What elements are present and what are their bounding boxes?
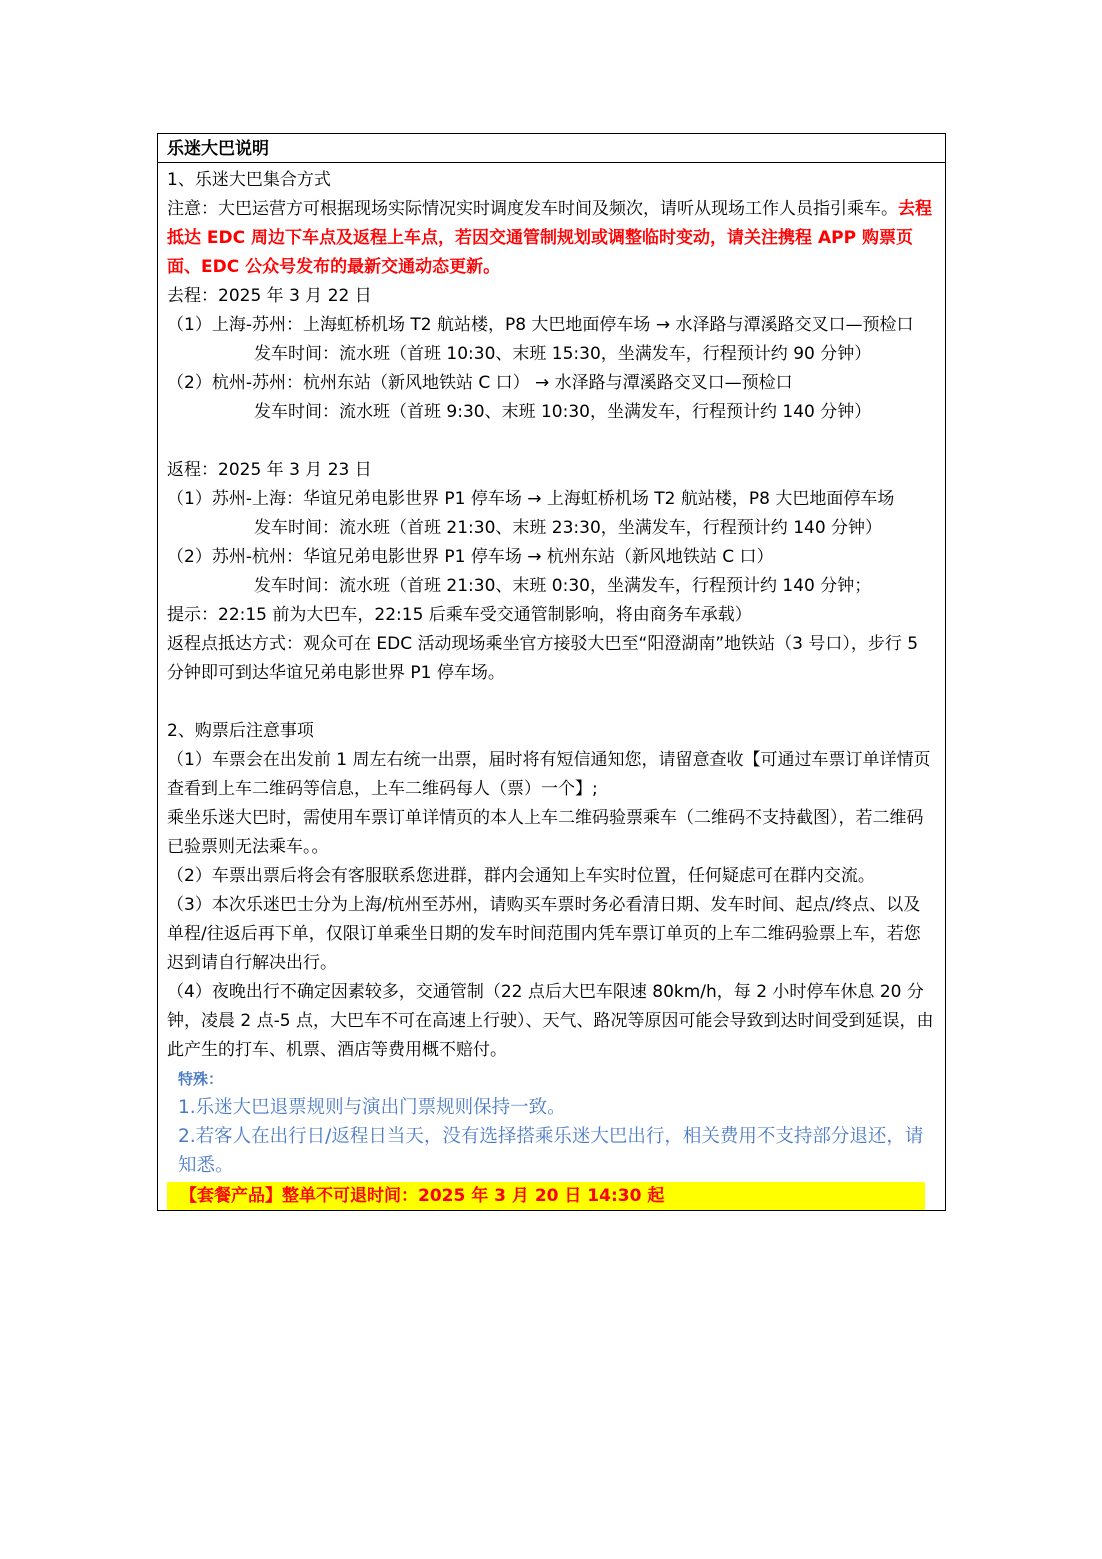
outbound-route-1: （1）上海-苏州：上海虹桥机场 T2 航站楼，P8 大巴地面停车场 → 水泽路与潭溪路交叉口—预检口 — [167, 315, 914, 335]
return-arrival: 返程点抵达方式：观众可在 EDC 活动现场乘坐官方接驳大巴至“阳澄湖南”地铁站（3 号口），步行 5 分钟即可到达华谊兄弟电影世界 P1 停车场。 — [167, 634, 919, 683]
return-route-2-time: 发车时间：流水班（首班 21:30、末班 0:30，坐满发车，行程预计约 140 分钟； — [254, 576, 872, 596]
notice-paragraph — [167, 195, 935, 282]
return-date: 返程：2025 年 3 月 23 日 — [167, 460, 372, 480]
outbound-route-1-time: 发车时间：流水班（首班 10:30、末班 15:30，坐满发车，行程预计约 90 分钟） — [254, 344, 872, 364]
notice-item-1: （1）车票会在出发前 1 周左右统一出票，届时将有短信通知您，请留意查收【可通过车票订单详情页查看到上车二维码等信息，上车二维码每人（票）一个】; — [167, 750, 931, 799]
section1-heading: 1、乐迷大巴集合方式 — [167, 170, 331, 190]
table-body — [158, 163, 945, 1210]
special-line-1: 1.乐迷大巴退票规则与演出门票规则保持一致。 — [178, 1097, 566, 1118]
return-route-2: （2）苏州-杭州：华谊兄弟电影世界 P1 停车场 → 杭州东站（新风地铁站 C 口） — [167, 547, 774, 567]
notice-item-2: （2）车票出票后将会有客服联系您进群，群内会通知上车实时位置，任何疑虑可在群内交流。 — [167, 866, 875, 886]
return-route-1-time: 发车时间：流水班（首班 21:30、末班 23:30，坐满发车，行程预计约 140 分钟） — [254, 518, 883, 538]
return-route-1: （1）苏州-上海：华谊兄弟电影世界 P1 停车场 → 上海虹桥机场 T2 航站楼，P8 大巴地面停车场 — [167, 489, 895, 509]
outbound-route-2: （2）杭州-苏州：杭州东站（新风地铁站 C 口） → 水泽路与潭溪路交叉口—预检口 — [167, 373, 793, 393]
spacer — [167, 688, 935, 717]
outbound-date: 去程：2025 年 3 月 22 日 — [167, 286, 372, 306]
special-title: 特殊： — [178, 1070, 224, 1088]
spacer — [167, 427, 935, 456]
notice-item-3: （3）本次乐迷巴士分为上海/杭州至苏州，请购买车票时务必看清日期、发车时间、起点/终点、以及单程/往返后再下单，仅限订单乘坐日期的发车时间范围内凭车票订单页的上车二维码验票上车，若您迟到请自行解决出行。 — [167, 895, 921, 973]
table-title: 乐迷大巴说明 — [158, 134, 945, 163]
refund-deadline-banner: 【套餐产品】整单不可退时间：2025 年 3 月 20 日 14:30 起 — [167, 1182, 925, 1210]
notice-black-text: 注意：大巴运营方可根据现场实际情况实时调度发车时间及频次，请听从现场工作人员指引乘车。 — [167, 199, 898, 219]
section2-heading: 2、购票后注意事项 — [167, 721, 314, 741]
special-line-2: 2.若客人在出行日/返程日当天，没有选择搭乘乐迷大巴出行，相关费用不支持部分退还，请知悉。 — [178, 1126, 924, 1176]
return-tip: 提示：22:15 前为大巴车，22:15 后乘车受交通管制影响，将由商务车承载） — [167, 605, 752, 625]
bus-info-table — [157, 133, 946, 1211]
notice-item-1-cont: 乘坐乐迷大巴时，需使用车票订单详情页的本人上车二维码验票乘车（二维码不支持截图），若二维码已验票则无法乘车。。 — [167, 808, 924, 857]
outbound-route-2-time: 发车时间：流水班（首班 9:30、末班 10:30，坐满发车，行程预计约 140 分钟） — [254, 402, 872, 422]
notice-item-4: （4）夜晚出行不确定因素较多，交通管制（22 点后大巴车限速 80km/h，每 2 小时停车休息 20 分钟，凌晨 2 点-5 点，大巴车不可在高速上行驶）、天气、路况等原因可能会导致到达时间受到延误，由此产生的打车、机票、酒店等费用概不赔付。 — [167, 982, 934, 1060]
notice-red-text: 去程抵达 EDC 周边下车点及返程上车点，若因交通管制规划或调整临时变动，请关注携程 APP 购票页面、EDC 公众号发布的最新交通动态更新。 — [167, 199, 932, 277]
